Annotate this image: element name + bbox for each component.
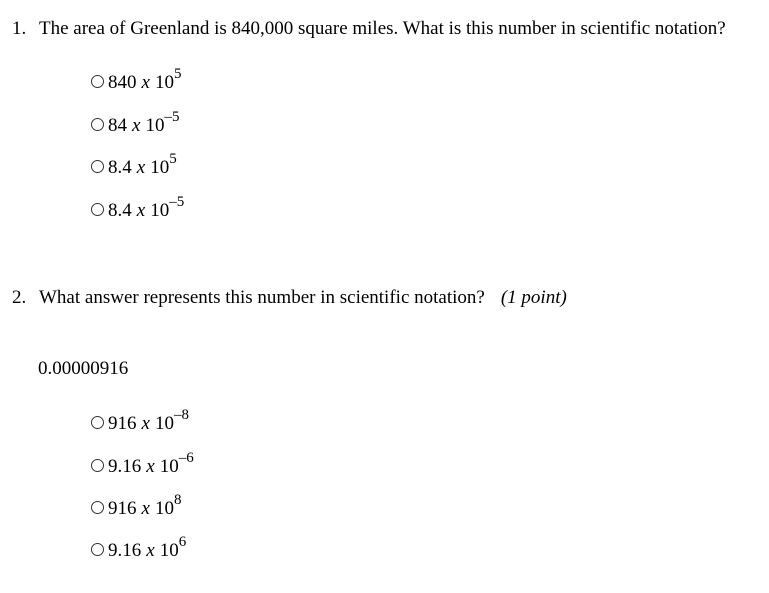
question-2-stimulus: 0.00000916 xyxy=(38,358,129,379)
question-2-option-b[interactable] xyxy=(91,449,194,478)
question-1-option-a[interactable] xyxy=(91,65,182,94)
question-2-option-c[interactable] xyxy=(91,491,182,520)
question-1-option-b[interactable] xyxy=(91,108,180,137)
radio-button[interactable] xyxy=(91,160,104,173)
question-1-option-c[interactable] xyxy=(91,150,177,179)
question-1-prompt xyxy=(12,18,726,40)
question-text: What answer represents this number in scientific notation? xyxy=(39,287,485,308)
option-label: 840 x $10^5$ xyxy=(108,65,182,93)
question-text: The area of Greenland is 840,000 square miles. What is this number in scientific notation? xyxy=(39,18,726,39)
option-label: 8.4 x $10^{-5}$ xyxy=(108,193,185,221)
option-label: 916 x $10^{-8}$ xyxy=(108,406,189,434)
question-2-option-d[interactable] xyxy=(91,533,187,562)
radio-button[interactable] xyxy=(91,501,104,514)
radio-button[interactable] xyxy=(91,75,104,88)
question-number: 1. xyxy=(12,18,27,39)
radio-button[interactable] xyxy=(91,118,104,131)
option-label: 8.4 x $10^5$ xyxy=(108,150,177,178)
option-label: 9.16 x $10^6$ xyxy=(108,533,187,561)
radio-button[interactable] xyxy=(91,543,104,556)
radio-button[interactable] xyxy=(91,459,104,472)
question-1-option-d[interactable] xyxy=(91,193,185,222)
question-2-option-a[interactable] xyxy=(91,406,189,435)
question-points: (1 point) xyxy=(500,287,567,308)
option-label: 916 x $10^8$ xyxy=(108,491,182,519)
radio-button[interactable] xyxy=(91,416,104,429)
question-2-prompt xyxy=(12,287,567,309)
option-label: 84 x $10^{-5}$ xyxy=(108,108,180,136)
option-label: 9.16 x $10^{-6}$ xyxy=(108,449,194,477)
radio-button[interactable] xyxy=(91,203,104,216)
question-number: 2. xyxy=(12,287,27,308)
